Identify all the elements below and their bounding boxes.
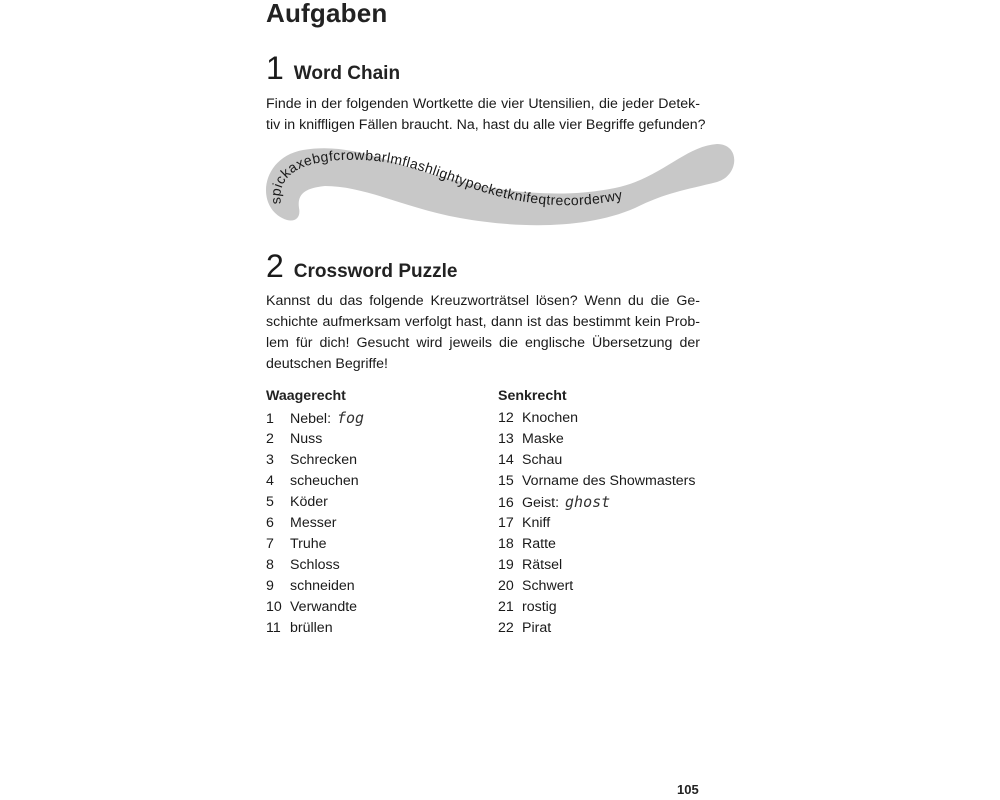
clue-number: 19 [498,557,514,573]
word-chain-ribbon [255,138,745,238]
clue-number: 2 [266,431,274,447]
clue-item [266,471,364,492]
clue-number: 22 [498,620,514,636]
down-list [498,408,696,639]
clue-answer-handwritten: fog [336,409,365,427]
clue-number: 15 [498,473,514,489]
paragraph-line: tiv in kniffligen Fällen braucht. Na, hast du alle vier Begriffe gefunden? [266,117,706,133]
clue-number: 17 [498,515,514,531]
down-clues [498,386,696,639]
clue-text: Schloss [290,557,340,573]
word-chain-letters: spickaxebgfcrowbarlmflashlightypocketknifeqtrecorderwy [267,146,624,209]
clue-item [266,513,364,534]
clue-text: Rätsel [522,557,563,573]
clue-text: Pirat [522,620,552,636]
clue-item [266,408,364,429]
clue-number: 1 [266,411,274,427]
clue-item [498,513,696,534]
clue-text: Köder [290,494,328,510]
clue-number: 16 [498,495,514,511]
clue-item [498,576,696,597]
across-title: Waagerecht [266,388,346,404]
paragraph-line: Kannst du das folgende Kreuzworträtsel lösen? Wenn du die Ge- [266,293,700,309]
clue-text: schneiden [290,578,355,594]
page-title: Aufgaben [266,0,388,28]
clue-text: Knochen [522,410,579,426]
clue-number: 10 [266,599,282,615]
section-2-paragraph [266,291,700,375]
clue-item [266,576,364,597]
clue-number: 21 [498,599,514,615]
paragraph-line: schichte aufmerksam verfolgt hast, dann ist das bestimmt kein Prob- [266,314,700,330]
clue-item [498,534,696,555]
clue-number: 8 [266,557,274,573]
clue-item [266,597,364,618]
clue-text: Nuss [290,431,323,447]
clue-item [266,534,364,555]
clue-item [266,492,364,513]
clue-item [498,408,696,429]
clue-text: brüllen [290,620,333,636]
clue-item [266,429,364,450]
clue-number: 12 [498,410,514,426]
clue-item [498,450,696,471]
clue-number: 3 [266,452,274,468]
paragraph-line: Finde in der folgenden Wortkette die vier Utensilien, die jeder Detek- [266,96,700,112]
paragraph-line: lem für dich! Gesucht wird jeweils die englische Übersetzung der [266,335,700,351]
section-2-heading [266,250,457,283]
clue-number: 18 [498,536,514,552]
clue-item [498,471,696,492]
across-list [266,408,364,639]
clue-number: 13 [498,431,514,447]
clue-item [498,597,696,618]
clue-number: 7 [266,536,274,552]
section-1-paragraph [266,94,706,136]
clue-number: 5 [266,494,274,510]
clue-text: Schrecken [290,452,358,468]
clue-text: Kniff [522,515,551,531]
clue-number: 14 [498,452,514,468]
clue-text: Vorname des Showmasters [522,473,696,489]
section-1-number: 1 [266,50,284,86]
clue-number: 11 [266,620,281,636]
clue-text: Messer [290,515,337,531]
clue-text: Nebel: [290,411,332,427]
paragraph-line: deutschen Begriffe! [266,356,388,372]
clue-item [266,555,364,576]
clue-item [498,492,696,513]
clue-number: 6 [266,515,274,531]
clue-text: Truhe [290,536,327,552]
section-1-title: Word Chain [293,63,401,84]
clue-text: Verwandte [290,599,358,615]
clue-number: 20 [498,578,514,594]
across-clues [266,386,364,639]
clue-text: scheuchen [290,473,359,489]
page-number: 105 [677,782,699,797]
clue-text: rostig [522,599,557,615]
clue-text: Maske [522,431,564,447]
clue-text: Geist: [522,495,560,511]
clue-item [498,555,696,576]
clue-text: Ratte [522,536,556,552]
section-1-heading [266,52,400,85]
section-2-title: Crossword Puzzle [293,261,458,282]
clue-item [266,450,364,471]
clue-item [266,618,364,639]
clue-item [498,429,696,450]
clue-text: Schau [522,452,563,468]
clue-text: Schwert [522,578,574,594]
clue-number: 4 [266,473,274,489]
clue-answer-handwritten: ghost [565,493,611,511]
down-title: Senkrecht [498,388,567,404]
section-2-number: 2 [266,248,284,284]
clue-number: 9 [266,578,274,594]
clue-item [498,618,696,639]
